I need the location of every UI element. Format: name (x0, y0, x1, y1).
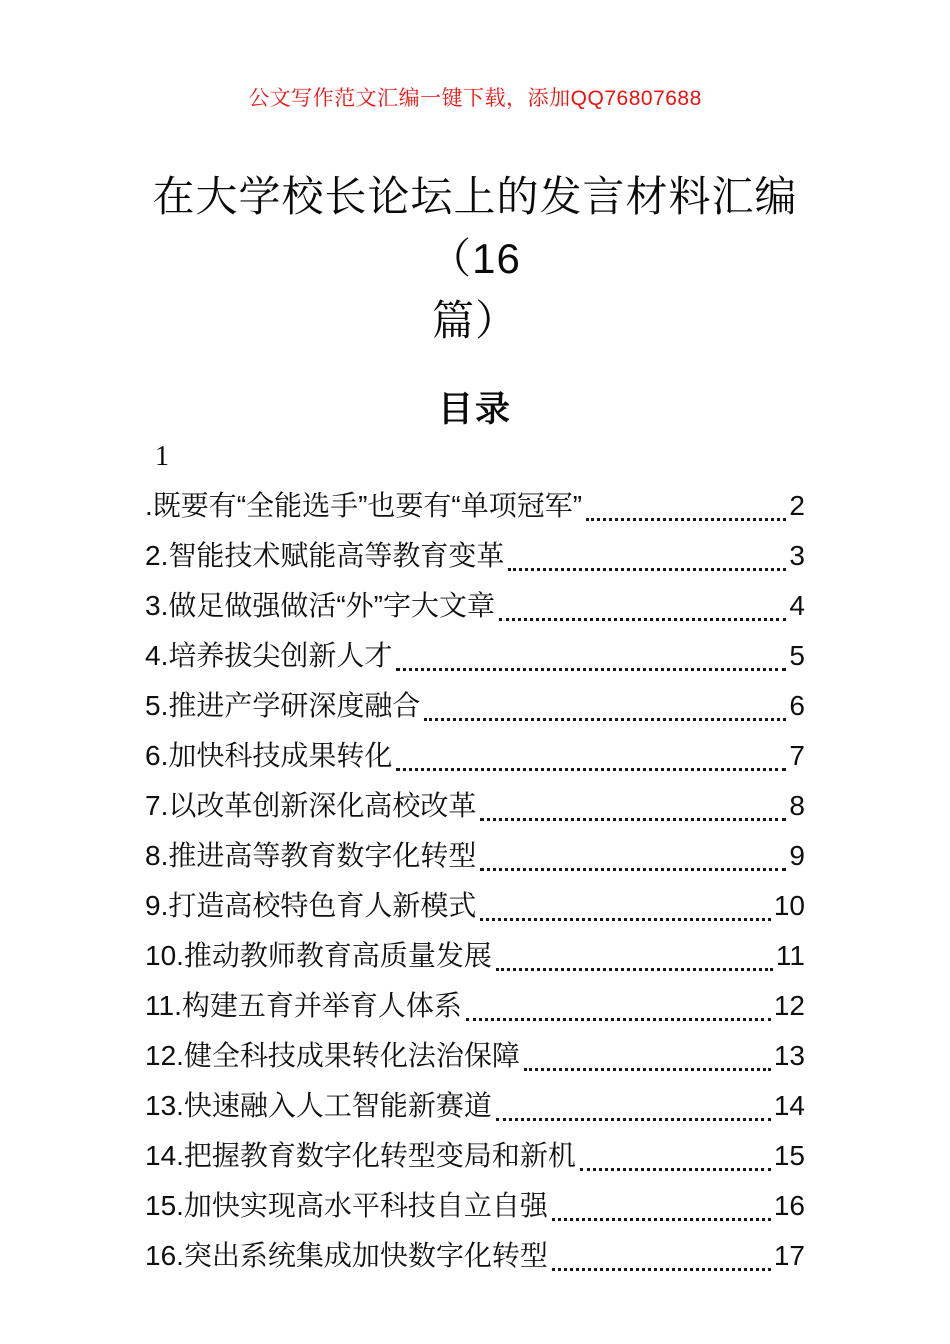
toc-page-number: 9 (789, 840, 805, 871)
toc-page-number: 5 (789, 640, 805, 671)
dot-leader (496, 1118, 771, 1121)
dot-leader (396, 668, 786, 671)
dot-leader (552, 1218, 771, 1221)
toc-item[interactable] (145, 781, 805, 831)
toc-item-label: 8.推进高等教育数字化转型 (145, 840, 477, 871)
toc-item[interactable] (145, 1231, 805, 1281)
dot-leader (480, 868, 786, 871)
toc-page-number: 13 (773, 1040, 805, 1071)
toc-item-label: 4.培养拔尖创新人才 (145, 640, 393, 671)
toc-item[interactable] (145, 531, 805, 581)
toc-page-number: 6 (789, 690, 805, 721)
dot-leader (480, 918, 770, 921)
toc-item-label: 3.做足做强做活“外”字大文章 (145, 590, 496, 621)
dot-leader (424, 718, 786, 721)
document-title-line2: 篇） (431, 297, 518, 344)
toc-item[interactable] (145, 681, 805, 731)
toc-page-number: 14 (773, 1090, 805, 1121)
toc-item-label: 12.健全科技成果转化法治保障 (145, 1040, 520, 1071)
toc-page-number: 3 (789, 540, 805, 571)
toc-item[interactable] (145, 1031, 805, 1081)
toc-item-label: 13.快速融入人工智能新赛道 (145, 1090, 492, 1121)
toc-item[interactable] (145, 831, 805, 881)
toc-page-number: 10 (773, 890, 805, 921)
toc-page-number: 7 (789, 740, 805, 771)
dot-leader (552, 1268, 771, 1271)
document-title-line1: 在大学校长论坛上的发言材料汇编（16 (152, 173, 798, 282)
toc-item-label: 15.加快实现高水平科技自立自强 (145, 1190, 548, 1221)
toc-page-number: 15 (773, 1140, 805, 1171)
toc-page-number: 2 (789, 490, 805, 521)
toc-item[interactable] (145, 731, 805, 781)
toc-item-label: 11.构建五育并举育人体系 (145, 990, 462, 1021)
toc-item-label: 7.以改革创新深化高校改革 (145, 790, 477, 821)
dot-leader (480, 818, 786, 821)
toc-page-number: 17 (773, 1240, 805, 1271)
toc-page-number: 11 (775, 940, 805, 971)
toc-item[interactable] (145, 1131, 805, 1181)
toc-page-number: 8 (789, 790, 805, 821)
toc-item[interactable] (145, 881, 805, 931)
dot-leader (580, 1168, 771, 1171)
dot-leader (499, 618, 786, 621)
toc-item[interactable] (145, 931, 805, 981)
toc-item[interactable] (145, 981, 805, 1031)
toc-page-number: 12 (773, 990, 805, 1021)
toc-item-label: 16.突出系统集成加快数字化转型 (145, 1240, 548, 1271)
toc-item-label: 14.把握教育数字化转型变局和新机 (145, 1140, 576, 1171)
toc-item[interactable] (145, 581, 805, 631)
toc-item[interactable] (145, 631, 805, 681)
dot-leader (508, 568, 786, 571)
header-notice: 公文写作范文汇编一键下载，添加QQ76807688 (248, 87, 702, 110)
toc-list (145, 481, 805, 1281)
dot-leader (396, 768, 786, 771)
toc-item[interactable] (145, 481, 805, 531)
toc-item[interactable] (145, 1081, 805, 1131)
dot-leader (524, 1068, 771, 1071)
toc-page-number: 16 (773, 1190, 805, 1221)
dot-leader (466, 1018, 771, 1021)
toc-item-label: 6.加快科技成果转化 (145, 740, 393, 771)
toc-item-label: 5.推进产学研深度融合 (145, 690, 421, 721)
document-title (145, 166, 805, 352)
toc-page-number: 4 (789, 590, 805, 621)
toc-item-label: 2.智能技术赋能高等教育变革 (145, 540, 505, 571)
toc-orphan-number: 1 (155, 441, 169, 472)
toc-heading: 目录 (437, 390, 512, 429)
toc-item-label: 10.推动教师教育高质量发展 (145, 940, 492, 971)
toc-item-label: .既要有“全能选手”也要有“单项冠军” (145, 490, 583, 521)
dot-leader (496, 968, 773, 971)
toc-item-label: 9.打造高校特色育人新模式 (145, 890, 477, 921)
toc-item[interactable] (145, 1181, 805, 1231)
dot-leader (586, 518, 786, 521)
